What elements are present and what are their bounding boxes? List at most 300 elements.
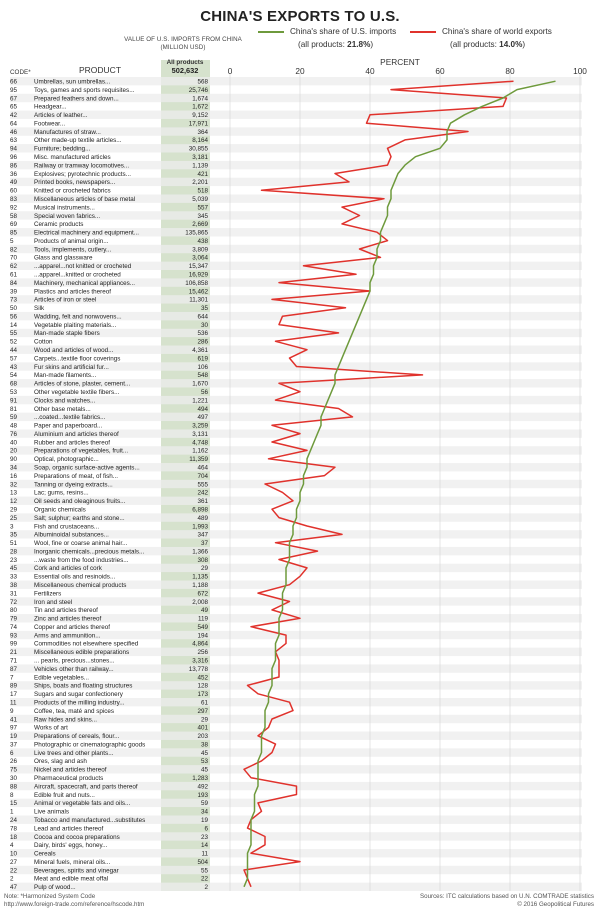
row-value: 308 (197, 556, 208, 564)
row-code: 20 (10, 447, 18, 455)
row-product: Explosives; pyrotechnic products... (34, 170, 131, 178)
row-product: Ships, boats and floating structures (34, 682, 133, 690)
row-code: 2 (10, 875, 14, 883)
row-code: 44 (10, 347, 18, 355)
row-product: Works of art (34, 724, 68, 732)
row-code: 86 (10, 162, 18, 170)
row-value: 2 (204, 884, 208, 892)
row-value: 30 (200, 321, 208, 329)
row-code: 64 (10, 120, 18, 128)
row-code: 47 (10, 884, 18, 892)
row-product: Electrical machinery and equipment... (34, 229, 139, 237)
row-product: Live trees and other plants... (34, 749, 114, 757)
row-value: 3,316 (192, 657, 208, 665)
row-value: 1,993 (192, 523, 208, 531)
row-value: 106 (197, 363, 208, 371)
row-value: 11 (201, 850, 208, 858)
row-product: Man-made filaments... (34, 372, 97, 380)
row-code: 26 (10, 758, 18, 766)
row-value: 25,746 (188, 86, 208, 94)
row-product: Meat and edible meat offal (34, 875, 109, 883)
row-value: 29 (200, 716, 208, 724)
row-product: Prepared feathers and down... (34, 95, 119, 103)
row-value: 3,064 (192, 254, 208, 262)
row-value: 555 (197, 481, 208, 489)
row-code: 95 (10, 86, 18, 94)
row-value: 203 (197, 733, 208, 741)
row-product: Musical instruments... (34, 204, 95, 212)
row-code: 61 (10, 271, 18, 279)
row-product: Raw hides and skins... (34, 716, 97, 724)
row-value: 5,039 (192, 195, 208, 203)
legend-red-label: China's share of world exports (442, 27, 552, 36)
row-value: 49 (200, 607, 208, 615)
row-code: 15 (10, 800, 18, 808)
row-stripe (10, 144, 582, 152)
row-value: 128 (197, 682, 208, 690)
row-product: Optical, photographic... (34, 456, 99, 464)
row-product: Tanning or dyeing extracts... (34, 481, 113, 489)
row-code: 34 (10, 464, 18, 472)
row-product: Miscellaneous edible preparations (34, 649, 130, 657)
row-value: 672 (197, 590, 208, 598)
row-product: Products of the milling industry... (34, 699, 125, 707)
row-value: 619 (197, 355, 208, 363)
row-value: 13,778 (188, 665, 208, 673)
row-code: 71 (10, 657, 18, 665)
row-code: 41 (10, 716, 18, 724)
x-tick-label: 100 (573, 66, 587, 76)
row-product: Glass and glassware (34, 254, 93, 262)
row-code: 58 (10, 212, 18, 220)
row-value: 17,971 (188, 120, 208, 128)
row-product: Edible vegetables... (34, 674, 89, 682)
row-product: Miscellaneous articles of base metal (34, 195, 136, 203)
row-product: ...coated...textile fabrics... (34, 414, 106, 422)
row-value: 35 (200, 305, 208, 313)
row-code: 6 (10, 749, 14, 757)
row-code: 51 (10, 540, 18, 548)
row-code: 18 (10, 833, 18, 841)
row-value: 4,748 (192, 439, 208, 447)
row-code: 59 (10, 414, 18, 422)
row-value: 1,135 (192, 573, 208, 581)
row-code: 8 (10, 791, 14, 799)
row-stripe (10, 597, 582, 605)
row-product: Zinc and articles thereof (34, 615, 102, 623)
row-product: Railway or tramway locomotives... (34, 162, 130, 170)
row-product: Fertilizers (34, 590, 62, 598)
row-value: 3,259 (192, 422, 208, 430)
row-value: 45 (200, 749, 208, 757)
row-code: 82 (10, 246, 18, 254)
row-value: 3,181 (192, 154, 208, 162)
row-code: 43 (10, 363, 18, 371)
row-code: 70 (10, 254, 18, 262)
row-value: 557 (197, 204, 208, 212)
row-value: 489 (197, 514, 208, 522)
row-code: 56 (10, 313, 18, 321)
row-product: Articles of leather... (34, 112, 88, 120)
percent-header: PERCENT (380, 57, 420, 67)
row-value: 492 (197, 783, 208, 791)
row-code: 36 (10, 170, 18, 178)
row-code: 16 (10, 472, 18, 480)
row-code: 72 (10, 598, 18, 606)
row-product: Pharmaceutical products (34, 775, 104, 783)
legend-green-sub: (all products: 21.8%) (298, 40, 374, 49)
row-stripe (10, 111, 582, 119)
row-code: 29 (10, 506, 18, 514)
row-value: 361 (197, 498, 208, 506)
row-code: 11 (10, 699, 17, 707)
row-code: 38 (10, 582, 18, 590)
row-value: 3,809 (192, 246, 208, 254)
row-code: 66 (10, 78, 18, 86)
row-product: Products of animal origin... (34, 237, 109, 245)
row-value: 1,674 (192, 95, 208, 103)
row-product: Paper and paperboard... (34, 422, 103, 430)
row-code: 84 (10, 279, 18, 287)
row-product: Dairy, birds' eggs, honey... (34, 842, 108, 850)
row-code: 78 (10, 825, 18, 833)
row-product: Vehicles other than railway... (34, 665, 114, 673)
row-product: Cocoa and cocoa preparations (34, 833, 120, 841)
row-product: Coffee, tea, maté and spices (34, 707, 115, 715)
row-product: Aircraft, spacecraft, and parts thereof (34, 783, 138, 791)
row-value: 45 (200, 766, 208, 774)
row-code: 91 (10, 397, 18, 405)
row-code: 99 (10, 640, 18, 648)
value-column-header: VALUE OF U.S. IMPORTS FROM CHINA (MILLION USD) (124, 36, 242, 51)
row-product: Furniture; bedding... (34, 145, 91, 153)
row-product: Beverages, spirits and vinegar (34, 867, 119, 875)
row-value: 1,188 (192, 582, 208, 590)
x-tick-label: 20 (295, 66, 305, 76)
row-code: 65 (10, 103, 18, 111)
row-product: Aluminium and articles thereof (34, 430, 119, 438)
row-value: 23 (200, 833, 208, 841)
row-value: 1,139 (192, 162, 208, 170)
row-product: Mineral fuels, mineral oils... (34, 858, 111, 866)
row-code: 89 (10, 682, 18, 690)
row-product: Arms and ammunition... (34, 632, 101, 640)
row-value: 30,855 (188, 145, 208, 153)
row-product: Fur skins and artificial fur... (34, 363, 109, 371)
row-code: 42 (10, 112, 18, 120)
row-code: 46 (10, 128, 18, 136)
row-product: ...apparel...not knitted or crocheted (34, 263, 132, 271)
row-code: 54 (10, 372, 18, 380)
row-product: Misc. manufactured articles (34, 154, 111, 162)
row-value: 106,858 (185, 279, 208, 287)
row-code: 10 (10, 850, 18, 858)
row-code: 88 (10, 783, 18, 791)
row-value: 1,221 (192, 397, 208, 405)
row-value: 11,359 (189, 456, 208, 464)
row-product: ... pearls, precious...stones... (34, 657, 115, 665)
row-code: 90 (10, 456, 18, 464)
row-value: 34 (200, 808, 208, 816)
row-value: 345 (197, 212, 208, 220)
row-value: 1,366 (192, 548, 208, 556)
row-value: 194 (197, 632, 208, 640)
row-code: 80 (10, 607, 18, 615)
row-value: 55 (200, 867, 208, 875)
row-value: 1,283 (192, 775, 208, 783)
all-products-value: 502,632 (171, 66, 199, 75)
row-value: 61 (200, 699, 208, 707)
row-code: 75 (10, 766, 18, 774)
row-product: Animal or vegetable fats and oils... (34, 800, 131, 808)
row-product: Lac; gums, resins... (34, 489, 89, 497)
row-code: 73 (10, 296, 18, 304)
row-value: 4,864 (192, 640, 208, 648)
row-value: 644 (197, 313, 208, 321)
row-value: 549 (197, 623, 208, 631)
row-value: 19 (200, 816, 208, 824)
row-value: 256 (197, 649, 208, 657)
row-product: Other vegetable textile fibers... (34, 388, 120, 396)
row-product: Nickel and articles thereof (34, 766, 107, 774)
row-value: 421 (197, 170, 208, 178)
row-code: 37 (10, 741, 18, 749)
row-code: 33 (10, 573, 18, 581)
row-product: Iron and steel (34, 598, 73, 606)
row-product: Cotton (34, 338, 53, 346)
row-value: 438 (197, 237, 208, 245)
row-code: 40 (10, 439, 18, 447)
row-code: 9 (10, 707, 14, 715)
row-product: Edible fruit and nuts... (34, 791, 95, 799)
row-value: 173 (197, 691, 208, 699)
row-code: 48 (10, 422, 18, 430)
row-code: 79 (10, 615, 18, 623)
row-value: 56 (200, 388, 208, 396)
row-product: Preparations of meat, of fish... (34, 472, 118, 480)
row-product: Cereals (34, 850, 56, 858)
row-code: 35 (10, 531, 18, 539)
row-product: Live animals (34, 808, 69, 816)
row-value: 504 (197, 858, 208, 866)
row-code: 53 (10, 388, 18, 396)
x-tick-label: 80 (505, 66, 515, 76)
note-line-2: http://www.foreign-trade.com/reference/hscode.htm (4, 901, 145, 908)
row-code: 50 (10, 305, 18, 313)
row-product: Other base metals... (34, 405, 91, 413)
row-value: 2,201 (192, 179, 208, 187)
row-code: 30 (10, 775, 18, 783)
row-product: Albuminoidal substances... (34, 531, 109, 539)
row-value: 9,152 (192, 112, 208, 120)
row-code: 1 (10, 808, 14, 816)
row-value: 38 (200, 741, 208, 749)
row-value: 452 (197, 674, 208, 682)
row-product: Machinery, mechanical appliances... (34, 279, 136, 287)
row-product: Sugars and sugar confectionery (34, 691, 123, 699)
row-value: 193 (197, 791, 208, 799)
row-value: 286 (197, 338, 208, 346)
row-value: 14 (200, 842, 208, 850)
row-code: 69 (10, 221, 18, 229)
row-product: Articles of stone, plaster, cement... (34, 380, 131, 388)
row-code: 14 (10, 321, 18, 329)
row-value: 347 (197, 531, 208, 539)
row-value: 494 (197, 405, 208, 413)
row-value: 401 (197, 724, 208, 732)
row-stripe (10, 883, 582, 891)
row-value: 15,462 (188, 288, 208, 296)
row-value: 16,929 (188, 271, 208, 279)
row-value: 59 (200, 800, 208, 808)
row-code: 17 (10, 691, 18, 699)
row-product: Wadding, felt and nonwovens... (34, 313, 122, 321)
row-code: 83 (10, 195, 18, 203)
row-product: Wood and articles of wood... (34, 347, 114, 355)
row-product: Wool, fine or coarse animal hair... (34, 540, 128, 548)
row-product: Fish and crustaceans... (34, 523, 100, 531)
row-product: Knitted or crocheted fabrics (34, 187, 111, 195)
row-code: 94 (10, 145, 18, 153)
row-value: 29 (200, 565, 208, 573)
row-code: 22 (10, 867, 18, 875)
row-code: 25 (10, 514, 18, 522)
row-code: 4 (10, 842, 14, 850)
row-code: 19 (10, 733, 18, 741)
row-product: Salt; sulphur; earths and stone... (34, 514, 125, 522)
row-code: 7 (10, 674, 14, 682)
row-product: Articles of iron or steel (34, 296, 97, 304)
row-product: Footwear... (34, 120, 66, 128)
x-tick-label: 40 (365, 66, 375, 76)
row-code: 63 (10, 137, 18, 145)
code-header: CODE* (10, 69, 31, 76)
row-product: Copper and articles thereof (34, 623, 110, 631)
row-product: Lead and articles thereof (34, 825, 104, 833)
row-product: Commodities not elsewhere specified (34, 640, 139, 648)
row-product: Inorganic chemicals...precious metals... (34, 548, 145, 556)
row-product: Vegetable plaiting materials... (34, 321, 117, 329)
row-code: 28 (10, 548, 18, 556)
row-product: Umbrellas, sun umbrellas... (34, 78, 111, 86)
row-code: 31 (10, 590, 18, 598)
source-line-1: Sources: ITC calculations based on U.N. COMTRADE statistics (420, 893, 594, 900)
row-code: 93 (10, 632, 18, 640)
row-product: Organic chemicals (34, 506, 86, 514)
row-value: 464 (197, 464, 208, 472)
row-code: 76 (10, 430, 18, 438)
row-product: ...waste from the food industries... (34, 556, 129, 564)
row-product: Carpets...textile floor coverings (34, 355, 121, 363)
row-value: 1,670 (192, 380, 208, 388)
row-code: 55 (10, 330, 18, 338)
row-product: Man-made staple fibers (34, 330, 100, 338)
row-product: Miscellaneous chemical products (34, 582, 127, 590)
row-stripe (10, 849, 582, 857)
row-product: Pulp of wood... (34, 884, 76, 892)
row-product: ...apparel...knitted or crocheted (34, 271, 121, 279)
row-value: 119 (197, 615, 208, 623)
row-code: 3 (10, 523, 14, 531)
row-value: 15,347 (188, 263, 208, 271)
row-product: Toys, games and sports requisites... (34, 86, 135, 94)
row-product: Plastics and articles thereof (34, 288, 111, 296)
row-value: 6,898 (192, 506, 208, 514)
source (380, 893, 594, 909)
row-product: Manufactures of straw... (34, 128, 101, 136)
row-code: 97 (10, 724, 18, 732)
row-value: 568 (197, 78, 208, 86)
row-value: 518 (197, 187, 208, 195)
row-value: 4,361 (192, 347, 208, 355)
chart-title: CHINA'S EXPORTS TO U.S. (200, 8, 400, 25)
row-value: 8,164 (192, 137, 208, 145)
row-value: 1,162 (192, 447, 208, 455)
row-product: Tin and articles thereof (34, 607, 98, 615)
row-product: Rubber and articles thereof (34, 439, 110, 447)
row-code: 57 (10, 355, 18, 363)
row-code: 24 (10, 816, 18, 824)
row-code: 21 (10, 649, 18, 657)
legend-green-label: China's share of U.S. imports (290, 27, 397, 36)
row-value: 11,301 (189, 296, 208, 304)
row-code: 32 (10, 481, 18, 489)
row-product: Photographic or cinematographic goods (34, 741, 146, 749)
row-product: Clocks and watches... (34, 397, 96, 405)
row-code: 12 (10, 498, 18, 506)
x-tick-label: 60 (435, 66, 445, 76)
row-product: Tools, implements, cutlery... (34, 246, 112, 254)
row-value: 37 (200, 540, 208, 548)
row-code: 5 (10, 237, 14, 245)
row-value: 2,008 (192, 598, 208, 606)
row-product: Preparations of vegetables, fruit... (34, 447, 129, 455)
row-code: 52 (10, 338, 18, 346)
row-value: 22 (200, 875, 208, 883)
row-code: 85 (10, 229, 18, 237)
row-product: Cork and articles of cork (34, 565, 102, 573)
row-code: 67 (10, 95, 18, 103)
row-code: 13 (10, 489, 18, 497)
row-value: 242 (197, 489, 208, 497)
row-code: 49 (10, 179, 18, 187)
row-value: 1,672 (192, 103, 208, 111)
row-value: 297 (197, 707, 208, 715)
row-code: 62 (10, 263, 18, 271)
row-code: 87 (10, 665, 18, 673)
row-product: Essential oils and resinoids... (34, 573, 116, 581)
row-code: 74 (10, 623, 18, 631)
row-value: 364 (197, 128, 208, 136)
row-code: 39 (10, 288, 18, 296)
row-value: 704 (197, 472, 208, 480)
row-value: 497 (197, 414, 208, 422)
row-code: 60 (10, 187, 18, 195)
row-code: 23 (10, 556, 18, 564)
row-product: Ceramic products (34, 221, 84, 229)
row-product: Headgear... (34, 103, 67, 111)
row-code: 92 (10, 204, 18, 212)
row-code: 27 (10, 858, 18, 866)
row-product: Other made-up textile articles... (34, 137, 122, 145)
legend-red-sub: (all products: 14.0%) (450, 40, 526, 49)
row-code: 68 (10, 380, 18, 388)
row-product: Special woven fabrics... (34, 212, 101, 220)
row-product: Printed books, newspapers... (34, 179, 116, 187)
note (4, 893, 144, 909)
row-product: Preparations of cereals, flour... (34, 733, 120, 741)
row-product: Soap, organic surface-active agents... (34, 464, 140, 472)
